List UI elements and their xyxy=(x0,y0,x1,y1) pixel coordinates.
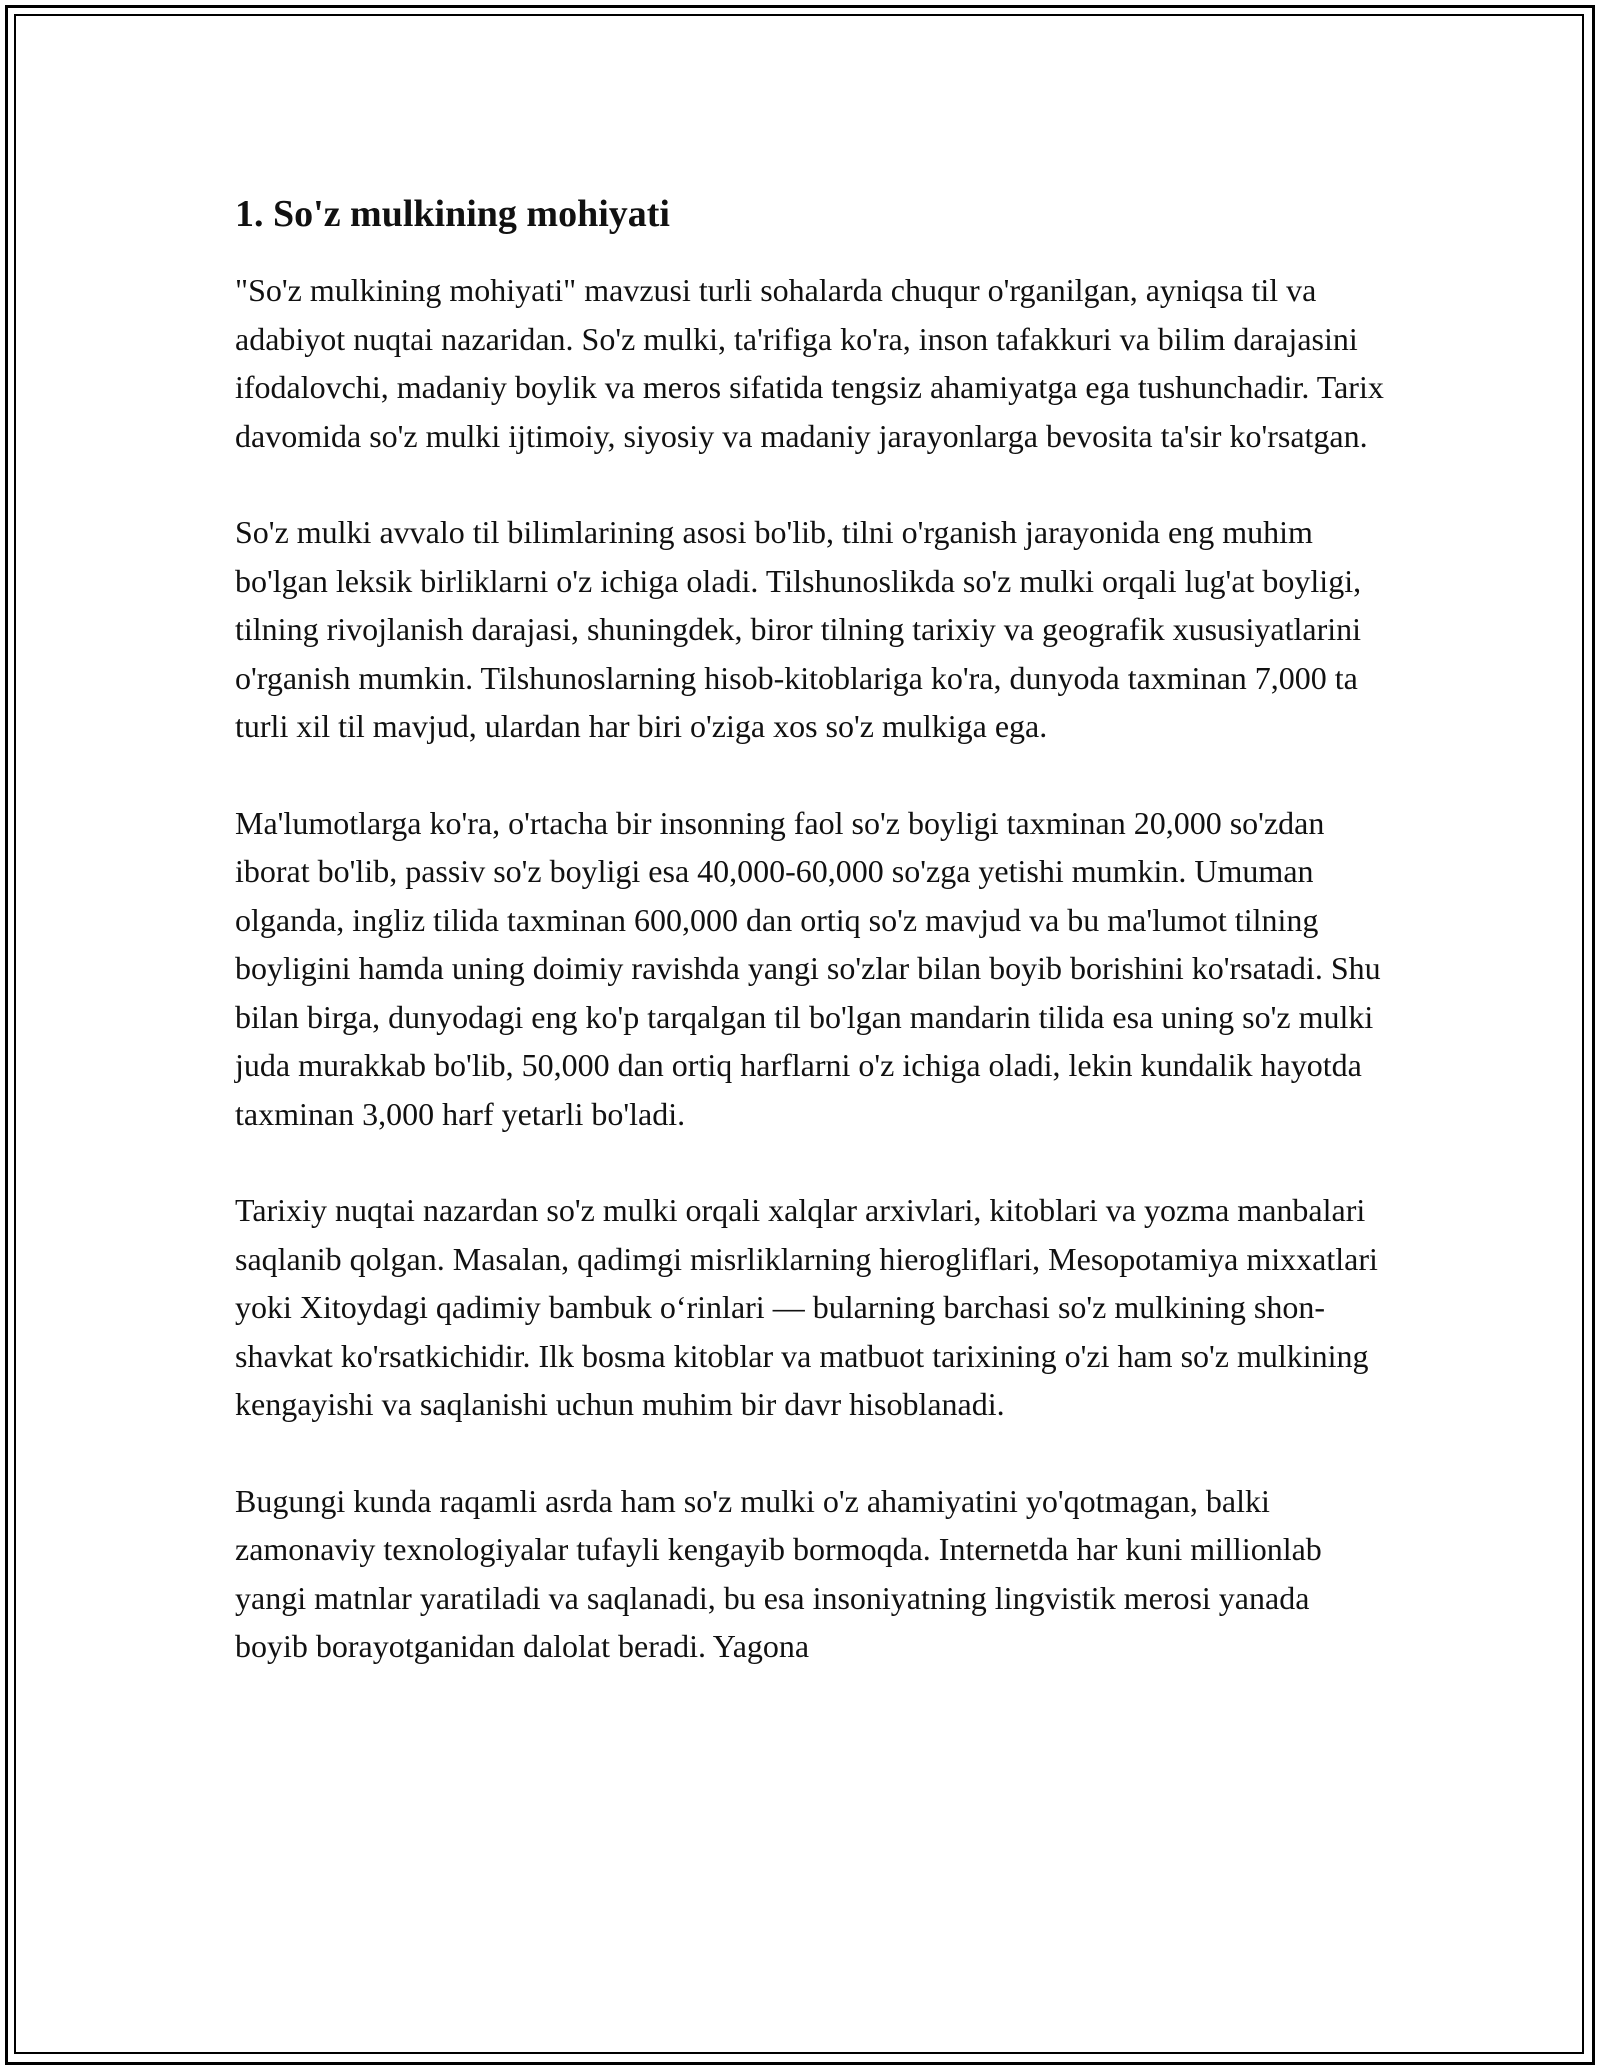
paragraph-2: So'z mulki avvalo til bilimlarining asosi bo'lib, tilni o'rganish jarayonida eng muhim bo'lgan leksik birliklarni o'z ichiga oladi. Tilshunoslikda so'z mulki orqali lug'at boyligi, tilning rivojlanish darajasi, shuningdek, biror tilning tarixiy va geografik xususiyatlarini o'rganish mumkin. Tilshunoslarning hisob-kitoblariga ko'ra, dunyoda taxminan 7,000 ta turli xil til mavjud, ulardan har biri o'ziga xos so'z mulkiga ega. xyxy=(235,514,1362,744)
paragraph-5: Bugungi kunda raqamli asrda ham so'z mulki o'z ahamiyatini yo'qotmagan, balki zamonaviy texnologiyalar tufayli kengayib bormoqda. Internetda har kuni millionlab yangi matnlar yaratiladi va saqlanadi, bu esa insoniyatning lingvistik merosi yanada boyib borayotganidan dalolat beradi. Yagona xyxy=(235,1482,1322,1664)
paragraph-3: Ma'lumotlarga ko'ra, o'rtacha bir insonning faol so'z boyligi taxminan 20,000 so'zdan iborat bo'lib, passiv so'z boyligi esa 40,000-60,000 so'zga yetishi mumkin. Umuman olganda, ingliz tilida taxminan 600,000 dan ortiq so'z mavjud va bu ma'lumot tilning boyligini hamda uning doimiy ravishda yangi so'zlar bilan boyib borishini ko'rsatadi. Shu bilan birga, dunyodagi eng ko'p tarqalgan til bo'lgan mandarin tilida esa uning so'z mulki juda murakkab bo'lib, 50,000 dan ortiq harflarni o'z ichiga oladi, lekin kundalik hayotda taxminan 3,000 harf yetarli bo'ladi. xyxy=(235,804,1381,1132)
document-body xyxy=(235,188,1385,1719)
paragraph-1: "So'z mulkining mohiyati" mavzusi turli sohalarda chuqur o'rganilgan, ayniqsa til va adabiyot nuqtai nazaridan. So'z mulki, ta'rifiga ko'ra, inson tafakkuri va bilim darajasini ifodalovchi, madaniy boylik va meros sifatida tengsiz ahamiyatga ega tushunchadir. Tarix davomida so'z mulki ijtimoiy, siyosiy va madaniy jarayonlarga bevosita ta'sir ko'rsatgan. xyxy=(235,272,1384,454)
section-heading: 1. So'z mulkining mohiyati xyxy=(235,193,670,235)
paragraph-4: Tarixiy nuqtai nazardan so'z mulki orqali xalqlar arxivlari, kitoblari va yozma manbalari saqlanib qolgan. Masalan, qadimgi misrliklarning hierogliflari, Mesopotamiya mixxatlari yoki Xitoydagi qadimiy bambuk oʻrinlari — bularning barchasi so'z mulkining shon-shavkat ko'rsatkichidir. Ilk bosma kitoblar va matbuot tarixining o'zi ham so'z mulkining kengayishi va saqlanishi uchun muhim bir davr hisoblanadi. xyxy=(235,1192,1378,1422)
